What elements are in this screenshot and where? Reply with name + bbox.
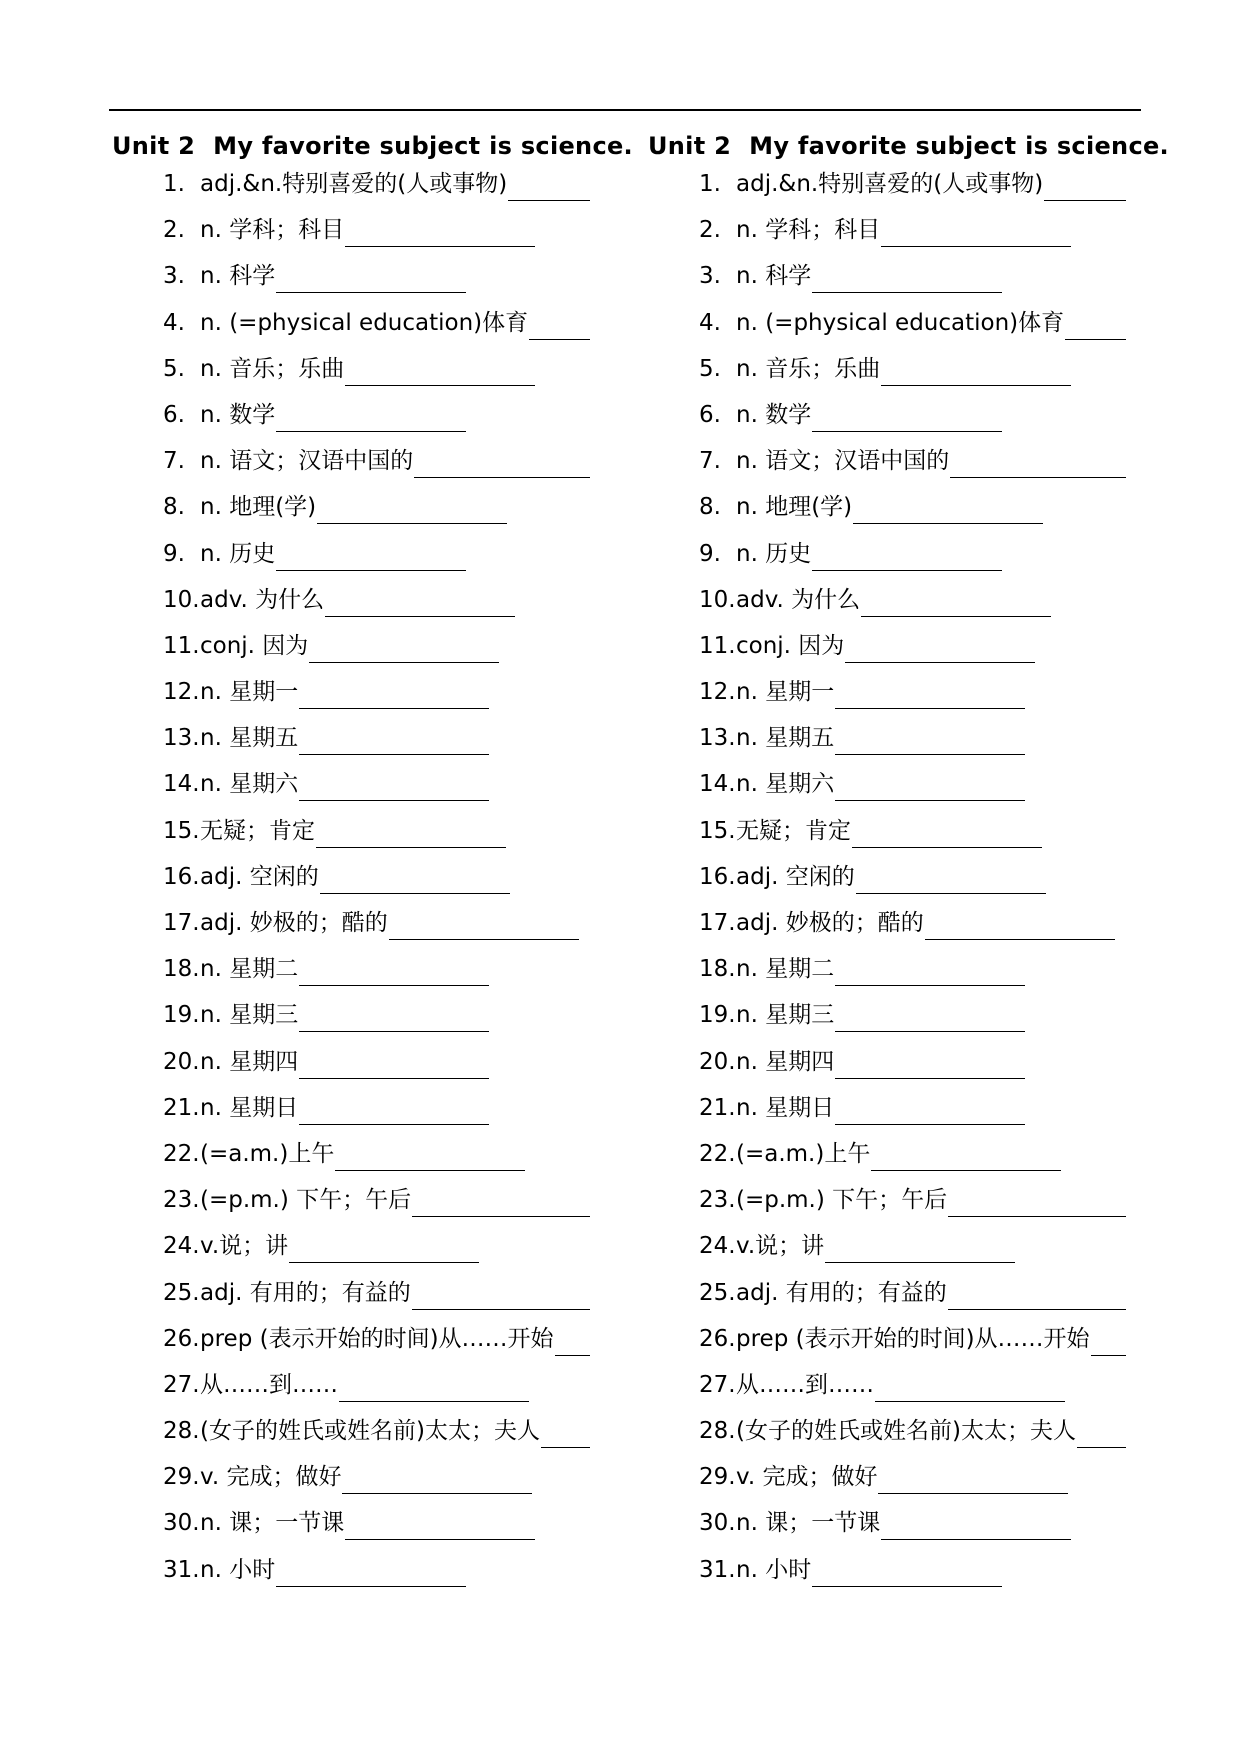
- list-item: [112, 718, 592, 764]
- item-prompt: adj. 妙极的；酷的: [200, 910, 388, 936]
- item-number: 15.: [699, 817, 736, 844]
- item-prompt: adv. 为什么: [200, 586, 325, 613]
- answer-blank[interactable]: [276, 1586, 466, 1587]
- answer-blank[interactable]: [412, 1309, 590, 1310]
- item-prompt: n. 小时: [200, 1556, 276, 1583]
- answer-blank[interactable]: [861, 616, 1051, 617]
- item-number: 11.: [163, 632, 200, 659]
- list-item: [648, 1273, 1128, 1319]
- item-prompt: n. 星期六: [200, 771, 299, 798]
- answer-blank[interactable]: [875, 1401, 1065, 1402]
- list-item: [112, 995, 592, 1041]
- list-item: [648, 1180, 1128, 1226]
- item-number: 24.: [163, 1233, 200, 1260]
- answer-blank[interactable]: [825, 1262, 1015, 1263]
- item-prompt: n. 星期一: [736, 679, 835, 706]
- item-prompt: n. 语文；汉语中国的: [736, 448, 950, 475]
- item-number: 18.: [163, 956, 200, 983]
- unit-label: Unit 2: [648, 132, 732, 160]
- item-prompt: prep (表示开始的时间)从……开始: [736, 1325, 1090, 1352]
- list-item: [648, 995, 1128, 1041]
- item-prompt: adj. 有用的；有益的: [200, 1279, 411, 1306]
- top-rule: [109, 109, 1141, 111]
- list-item: [112, 903, 592, 949]
- unit-title: My favorite subject is science.: [213, 132, 633, 160]
- item-number: 19.: [699, 1002, 736, 1029]
- item-prompt: n. 数学: [200, 401, 276, 428]
- worksheet-column-right: [648, 128, 1169, 1596]
- item-number: 3.: [699, 263, 721, 290]
- item-number: 31.: [163, 1556, 200, 1583]
- item-number: 29.: [699, 1464, 736, 1491]
- item-number: 21.: [699, 1094, 736, 1121]
- answer-blank[interactable]: [414, 477, 590, 478]
- item-number: 10.: [699, 586, 736, 613]
- list-item: [648, 1042, 1128, 1088]
- item-prompt: prep (表示开始的时间)从……开始: [200, 1325, 554, 1352]
- item-number: 6.: [699, 401, 721, 428]
- item-number: 2.: [163, 217, 185, 244]
- item-prompt: n. 地理(学): [200, 494, 317, 521]
- item-prompt: adj. 妙极的；酷的: [736, 910, 924, 936]
- item-prompt: n. 音乐；乐曲: [200, 355, 345, 382]
- answer-blank[interactable]: [925, 939, 1115, 940]
- item-number: 23.: [163, 1187, 200, 1214]
- answer-blank[interactable]: [835, 1078, 1025, 1079]
- item-number: 14.: [163, 771, 200, 798]
- item-prompt: adj. 有用的；有益的: [736, 1279, 947, 1306]
- answer-blank[interactable]: [812, 570, 1002, 571]
- item-prompt: n. 星期五: [736, 725, 835, 752]
- list-item: [648, 1457, 1128, 1503]
- item-prompt: 从……到……: [736, 1371, 874, 1398]
- answer-blank[interactable]: [276, 292, 466, 293]
- item-prompt: n. 星期二: [736, 956, 835, 983]
- item-prompt: n. 学科；科目: [736, 217, 881, 244]
- item-number: 22.: [699, 1140, 736, 1167]
- answer-blank[interactable]: [835, 800, 1025, 801]
- answer-blank[interactable]: [845, 662, 1035, 663]
- item-prompt: n. (=physical education)体育: [736, 309, 1065, 336]
- item-number: 1.: [163, 171, 185, 197]
- list-item: [112, 210, 592, 256]
- item-number: 16.: [163, 863, 200, 890]
- item-number: 5.: [163, 355, 185, 382]
- item-prompt: conj. 因为: [200, 632, 309, 659]
- list-item: [112, 949, 592, 995]
- list-item: [112, 164, 592, 210]
- item-number: 9.: [163, 540, 185, 567]
- answer-blank[interactable]: [835, 708, 1025, 709]
- item-number: 6.: [163, 401, 185, 428]
- list-item: [648, 441, 1128, 487]
- item-number: 13.: [163, 725, 200, 752]
- answer-blank[interactable]: [299, 1124, 489, 1125]
- answer-blank[interactable]: [529, 339, 590, 340]
- item-prompt: n. 音乐；乐曲: [736, 355, 881, 382]
- item-prompt: n. 星期二: [200, 956, 299, 983]
- answer-blank[interactable]: [1065, 339, 1126, 340]
- item-prompt: n. 科学: [200, 263, 276, 290]
- answer-blank[interactable]: [289, 1262, 479, 1263]
- list-item: [112, 1134, 592, 1180]
- answer-blank[interactable]: [508, 200, 590, 201]
- answer-blank[interactable]: [852, 847, 1042, 848]
- item-number: 24.: [699, 1233, 736, 1260]
- item-number: 26.: [699, 1325, 736, 1352]
- list-item: [648, 1319, 1128, 1365]
- item-prompt: n. 星期日: [200, 1094, 299, 1121]
- answer-blank[interactable]: [389, 939, 579, 940]
- unit-label: Unit 2: [112, 132, 196, 160]
- answer-blank[interactable]: [812, 1586, 1002, 1587]
- answer-blank[interactable]: [320, 893, 510, 894]
- answer-blank[interactable]: [299, 800, 489, 801]
- list-item: [112, 534, 592, 580]
- item-prompt: adv. 为什么: [736, 586, 861, 613]
- item-prompt: 从……到……: [200, 1371, 338, 1398]
- answer-blank[interactable]: [345, 246, 535, 247]
- list-item: [648, 718, 1128, 764]
- answer-blank[interactable]: [835, 754, 1025, 755]
- list-item: [648, 487, 1128, 533]
- list-item: [112, 580, 592, 626]
- item-prompt: n. 星期五: [200, 725, 299, 752]
- item-prompt: conj. 因为: [736, 632, 845, 659]
- item-prompt: n. 历史: [200, 540, 276, 567]
- item-number: 7.: [163, 448, 185, 475]
- item-number: 28.: [699, 1418, 736, 1445]
- item-number: 20.: [163, 1048, 200, 1075]
- answer-blank[interactable]: [342, 1493, 532, 1494]
- list-item: [112, 764, 592, 810]
- list-item: [112, 395, 592, 441]
- item-number: 17.: [699, 910, 736, 936]
- answer-blank[interactable]: [835, 985, 1025, 986]
- answer-blank[interactable]: [881, 385, 1071, 386]
- item-prompt: (女子的姓氏或姓名前)太太；夫人: [736, 1418, 1076, 1445]
- item-number: 9.: [699, 540, 721, 567]
- answer-blank[interactable]: [1044, 200, 1126, 201]
- answer-blank[interactable]: [853, 523, 1043, 524]
- list-item: [112, 1226, 592, 1272]
- item-number: 3.: [163, 263, 185, 290]
- item-prompt: n. 星期六: [736, 771, 835, 798]
- list-item: [648, 164, 1128, 210]
- item-number: 27.: [699, 1371, 736, 1398]
- answer-blank[interactable]: [555, 1355, 590, 1356]
- item-number: 4.: [699, 309, 721, 336]
- unit-title: My favorite subject is science.: [749, 132, 1169, 160]
- item-prompt: n. 星期一: [200, 679, 299, 706]
- list-item: [112, 1180, 592, 1226]
- list-item: [648, 764, 1128, 810]
- answer-blank[interactable]: [856, 893, 1046, 894]
- item-prompt: n. 星期四: [736, 1048, 835, 1075]
- item-prompt: (=p.m.) 下午；午后: [736, 1187, 948, 1214]
- list-item: [648, 210, 1128, 256]
- answer-blank[interactable]: [317, 523, 507, 524]
- item-prompt: adj.&n.特别喜爱的(人或事物): [200, 171, 508, 197]
- answer-blank[interactable]: [325, 616, 515, 617]
- answer-blank[interactable]: [276, 431, 466, 432]
- list-item: [112, 256, 592, 302]
- worksheet-column-left: [112, 128, 633, 1596]
- list-item: [112, 1503, 592, 1549]
- item-prompt: n. 星期四: [200, 1048, 299, 1075]
- answer-blank[interactable]: [309, 662, 499, 663]
- list-item: [112, 441, 592, 487]
- list-item: [112, 811, 592, 857]
- item-number: 23.: [699, 1187, 736, 1214]
- item-prompt: n. 星期日: [736, 1094, 835, 1121]
- list-item: [648, 256, 1128, 302]
- item-prompt: v.说；讲: [736, 1233, 825, 1260]
- list-item: [648, 626, 1128, 672]
- item-prompt: v. 完成；做好: [200, 1464, 342, 1491]
- item-prompt: n. 语文；汉语中国的: [200, 448, 414, 475]
- item-number: 27.: [163, 1371, 200, 1398]
- answer-blank[interactable]: [1077, 1447, 1126, 1448]
- list-item: [648, 395, 1128, 441]
- item-number: 14.: [699, 771, 736, 798]
- list-item: [112, 487, 592, 533]
- item-number: 10.: [163, 586, 200, 613]
- list-item: [648, 580, 1128, 626]
- list-item: [112, 1365, 592, 1411]
- item-prompt: adj.&n.特别喜爱的(人或事物): [736, 171, 1044, 197]
- list-item: [648, 1134, 1128, 1180]
- item-number: 4.: [163, 309, 185, 336]
- answer-blank[interactable]: [345, 385, 535, 386]
- item-prompt: n. 地理(学): [736, 494, 853, 521]
- list-item: [112, 1088, 592, 1134]
- answer-blank[interactable]: [881, 246, 1071, 247]
- list-item: [648, 1088, 1128, 1134]
- answer-blank[interactable]: [812, 431, 1002, 432]
- item-number: 31.: [699, 1556, 736, 1583]
- answer-blank[interactable]: [339, 1401, 529, 1402]
- item-number: 22.: [163, 1140, 200, 1167]
- vocab-list: [112, 164, 592, 1596]
- item-prompt: v.说；讲: [200, 1233, 289, 1260]
- list-item: [648, 303, 1128, 349]
- item-prompt: n. (=physical education)体育: [200, 309, 529, 336]
- item-number: 12.: [699, 679, 736, 706]
- answer-blank[interactable]: [299, 708, 489, 709]
- item-number: 28.: [163, 1418, 200, 1445]
- item-number: 8.: [163, 494, 185, 521]
- vocab-list: [648, 164, 1128, 1596]
- answer-blank[interactable]: [871, 1170, 1061, 1171]
- item-prompt: n. 课；一节课: [736, 1510, 881, 1537]
- item-prompt: n. 星期三: [736, 1002, 835, 1029]
- list-item: [648, 534, 1128, 580]
- item-number: 21.: [163, 1094, 200, 1121]
- item-number: 5.: [699, 355, 721, 382]
- answer-blank[interactable]: [948, 1216, 1126, 1217]
- answer-blank[interactable]: [276, 570, 466, 571]
- item-prompt: adj. 空闲的: [736, 863, 855, 890]
- column-title: [648, 128, 1169, 164]
- list-item: [112, 303, 592, 349]
- item-number: 16.: [699, 863, 736, 890]
- answer-blank[interactable]: [299, 1078, 489, 1079]
- answer-blank[interactable]: [299, 754, 489, 755]
- item-number: 25.: [699, 1279, 736, 1306]
- answer-blank[interactable]: [541, 1447, 590, 1448]
- list-item: [112, 349, 592, 395]
- item-number: 26.: [163, 1325, 200, 1352]
- list-item: [112, 1042, 592, 1088]
- item-prompt: (=p.m.) 下午；午后: [200, 1187, 412, 1214]
- list-item: [648, 903, 1128, 949]
- item-number: 1.: [699, 171, 721, 197]
- answer-blank[interactable]: [881, 1539, 1071, 1540]
- item-number: 12.: [163, 679, 200, 706]
- item-prompt: (女子的姓氏或姓名前)太太；夫人: [200, 1418, 540, 1445]
- list-item: [112, 1550, 592, 1596]
- item-prompt: adj. 空闲的: [200, 863, 319, 890]
- item-prompt: (=a.m.)上午: [736, 1140, 871, 1167]
- list-item: [648, 949, 1128, 995]
- list-item: [648, 1411, 1128, 1457]
- item-number: 25.: [163, 1279, 200, 1306]
- item-number: 13.: [699, 725, 736, 752]
- list-item: [648, 1365, 1128, 1411]
- item-number: 29.: [163, 1464, 200, 1491]
- list-item: [648, 349, 1128, 395]
- item-prompt: n. 小时: [736, 1556, 812, 1583]
- item-number: 15.: [163, 817, 200, 844]
- list-item: [648, 672, 1128, 718]
- item-number: 7.: [699, 448, 721, 475]
- item-number: 8.: [699, 494, 721, 521]
- item-number: 30.: [699, 1510, 736, 1537]
- item-prompt: n. 数学: [736, 401, 812, 428]
- answer-blank[interactable]: [812, 292, 1002, 293]
- list-item: [648, 1226, 1128, 1272]
- item-number: 17.: [163, 910, 200, 936]
- list-item: [112, 1273, 592, 1319]
- item-prompt: n. 课；一节课: [200, 1510, 345, 1537]
- item-number: 20.: [699, 1048, 736, 1075]
- item-prompt: n. 科学: [736, 263, 812, 290]
- item-prompt: v. 完成；做好: [736, 1464, 878, 1491]
- list-item: [648, 811, 1128, 857]
- list-item: [112, 857, 592, 903]
- list-item: [648, 1503, 1128, 1549]
- answer-blank[interactable]: [316, 847, 506, 848]
- item-number: 2.: [699, 217, 721, 244]
- item-prompt: 无疑；肯定: [200, 817, 315, 844]
- answer-blank[interactable]: [335, 1170, 525, 1171]
- list-item: [648, 1550, 1128, 1596]
- answer-blank[interactable]: [299, 1031, 489, 1032]
- answer-blank[interactable]: [412, 1216, 590, 1217]
- answer-blank[interactable]: [948, 1309, 1126, 1310]
- item-prompt: n. 学科；科目: [200, 217, 345, 244]
- list-item: [112, 1319, 592, 1365]
- column-title: [112, 128, 633, 164]
- answer-blank[interactable]: [835, 1031, 1025, 1032]
- list-item: [112, 1411, 592, 1457]
- answer-blank[interactable]: [835, 1124, 1025, 1125]
- answer-blank[interactable]: [950, 477, 1126, 478]
- answer-blank[interactable]: [1091, 1355, 1126, 1356]
- list-item: [112, 1457, 592, 1503]
- answer-blank[interactable]: [345, 1539, 535, 1540]
- item-prompt: n. 星期三: [200, 1002, 299, 1029]
- answer-blank[interactable]: [299, 985, 489, 986]
- list-item: [648, 857, 1128, 903]
- item-prompt: (=a.m.)上午: [200, 1140, 335, 1167]
- item-prompt: n. 历史: [736, 540, 812, 567]
- item-number: 18.: [699, 956, 736, 983]
- item-number: 30.: [163, 1510, 200, 1537]
- item-number: 11.: [699, 632, 736, 659]
- list-item: [112, 672, 592, 718]
- answer-blank[interactable]: [878, 1493, 1068, 1494]
- list-item: [112, 626, 592, 672]
- item-number: 19.: [163, 1002, 200, 1029]
- item-prompt: 无疑；肯定: [736, 817, 851, 844]
